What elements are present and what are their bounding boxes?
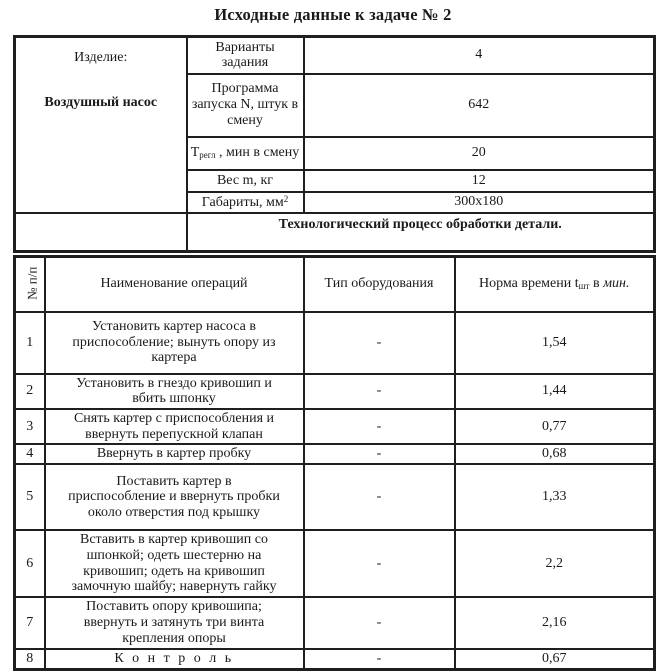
table-row [15, 530, 655, 597]
row-num: 7 [15, 597, 45, 649]
row-num: 1 [15, 312, 45, 374]
row-equipment: - [304, 597, 455, 649]
section-title-row [15, 213, 655, 252]
row-equipment: - [304, 530, 455, 597]
info-row [15, 37, 655, 74]
norm-header-prefix: Норма времени t [478, 276, 579, 292]
table-row [15, 374, 655, 409]
table-row [15, 409, 655, 444]
row-operation: Снять картер с приспособления и ввернуть перепускной клапан [45, 409, 304, 444]
table-row [15, 649, 655, 669]
row-norm: 2,16 [455, 597, 655, 649]
row-equipment: - [304, 409, 455, 444]
tregl-rest: , мин в смену [215, 145, 300, 161]
info-label-weight: Вес m, кг [187, 170, 304, 192]
row-equipment: - [304, 374, 455, 409]
dimensions-base: Габариты, мм [201, 194, 284, 210]
row-num: 3 [15, 409, 45, 444]
table-row [15, 444, 655, 464]
table-row [15, 597, 655, 649]
col-header-norm [455, 257, 655, 312]
row-equipment: - [304, 444, 455, 464]
product-cell [15, 37, 187, 213]
info-value-dimensions: 300x180 [304, 192, 655, 213]
row-operation: Поставить опору кривошипа; ввернуть и затянуть три винта крепления опоры [45, 597, 304, 649]
row-norm: 1,33 [455, 464, 655, 530]
row-operation: Поставить картер в приспособление и ввернуть пробки около отверстия под крышку [45, 464, 304, 530]
table-row [15, 464, 655, 530]
col-header-equipment: Тип оборудования [304, 257, 455, 312]
row-operation: Ввернуть в картер пробку [45, 444, 304, 464]
row-num: 8 [15, 649, 45, 669]
row-operation: Вставить в картер кривошип со шпонкой; одеть шестерню на кривошип; одеть на кривошип замочную шайбу; навернуть гайку [45, 530, 304, 597]
product-label: Изделие: [74, 50, 128, 65]
info-value-weight: 12 [304, 170, 655, 192]
info-value-program: 642 [304, 74, 655, 137]
tregl-subscript: регл [199, 150, 216, 161]
row-num: 4 [15, 444, 45, 464]
row-num: 6 [15, 530, 45, 597]
empty-cell [15, 213, 187, 252]
row-num: 2 [15, 374, 45, 409]
row-norm: 1,54 [455, 312, 655, 374]
info-label-tregl [187, 137, 304, 170]
process-header-row [15, 257, 655, 312]
row-norm: 0,77 [455, 409, 655, 444]
section-title: Технологический процесс обработки детали. [187, 213, 655, 252]
row-num: 5 [15, 464, 45, 530]
dimensions-superscript: 2 [283, 193, 289, 204]
row-operation: Установить в гнездо кривошип и вбить шпонку [45, 374, 304, 409]
table-row [15, 312, 655, 374]
product-name: Воздушный насос [44, 94, 158, 110]
info-value-variants: 4 [304, 37, 655, 74]
row-equipment: - [304, 649, 455, 669]
col-header-num [15, 257, 45, 312]
page-title: Исходные данные к задаче № 2 [214, 5, 452, 24]
norm-header-mid: в [589, 276, 604, 292]
row-norm: 1,44 [455, 374, 655, 409]
row-norm: 0,67 [455, 649, 655, 669]
info-label-dimensions [187, 192, 304, 213]
row-norm: 2,2 [455, 530, 655, 597]
norm-header-unit: мин. [603, 276, 630, 292]
num-header-rotated: № п/п [24, 267, 40, 301]
row-operation: К о н т р о л ь [45, 649, 304, 669]
info-label-program: Программа запуска N, штук в смену [187, 74, 304, 137]
info-label-variants: Варианты задания [187, 37, 304, 74]
info-table [13, 35, 656, 253]
tregl-base: Т [190, 145, 200, 161]
process-table [13, 255, 656, 671]
col-header-operation: Наименование операций [45, 257, 304, 312]
row-equipment: - [304, 312, 455, 374]
row-norm: 0,68 [455, 444, 655, 464]
norm-header-subscript: шт [578, 281, 590, 292]
row-equipment: - [304, 464, 455, 530]
row-operation: Установить картер насоса в приспособление; вынуть опору из картера [45, 312, 304, 374]
info-value-tregl: 20 [304, 137, 655, 170]
